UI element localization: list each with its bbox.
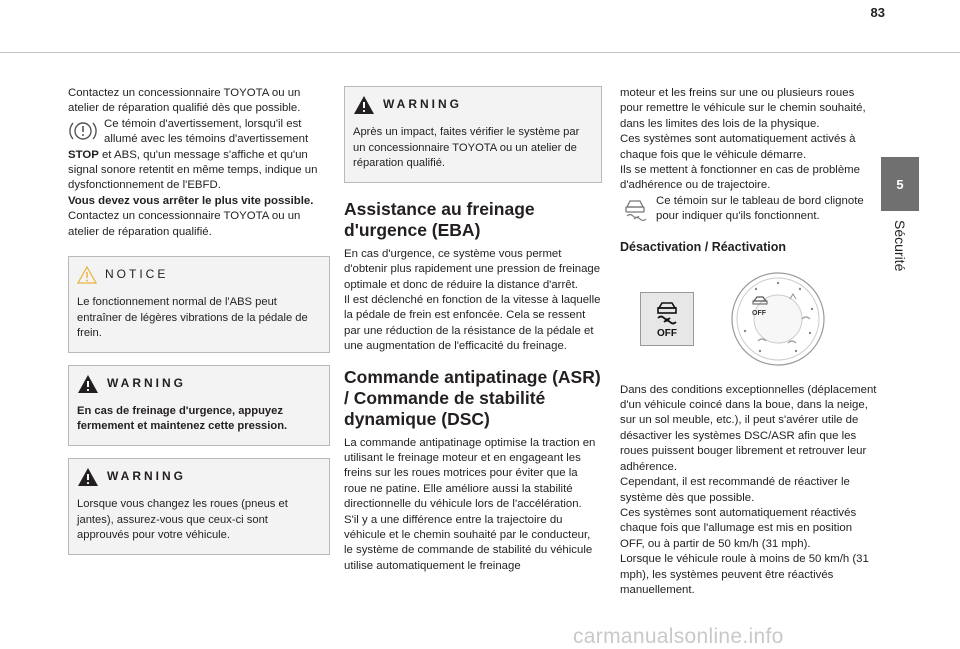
warning-triangle-icon — [77, 467, 99, 487]
section-heading-eba: Assistance au freinage d'urgence (EBA) — [344, 198, 535, 240]
header-rule — [0, 52, 960, 53]
controls-figure — [640, 271, 878, 367]
text: Ce témoin sur le tableau de bord clignote pour indiquer qu'ils fonctionnent. — [656, 194, 864, 223]
stop-label: STOP — [68, 148, 99, 161]
ebfd-warning-paragraph — [68, 117, 330, 148]
paragraph: Ces systèmes sont automatiquement réactivés chaque fois que l'allumage est mis en position OFF, ou à partir de 50 km/h (31 mph). — [620, 506, 857, 550]
warning-box — [68, 365, 330, 446]
dsc-off-icon — [647, 299, 687, 339]
page-number: 83 — [870, 5, 885, 20]
bold-instruction: Vous devez vous arrêter le plus vite possible. — [68, 194, 314, 207]
paragraph: moteur et les freins sur une ou plusieurs roues pour remettre le véhicule sur le chemin souhaité, dans les limites des lois de la physique. — [620, 87, 866, 130]
text: et ABS, qu'un message s'affiche et qu'un signal sonore retentit en même temps, indique un dysfonctionnement de l'EBFD. — [68, 148, 318, 192]
paragraph: En cas d'urgence, ce système vous permet d'obtenir plus rapidement une pression de freinage optimale et donc de réduire la distance d'arrêt. — [344, 247, 601, 291]
warning-body: Lorsque vous changez les roues (pneus et jantes), assurez-vous que ceux-ci sont approuvés pour votre véhicule. — [77, 498, 288, 542]
watermark: carmanualsonline.info — [573, 625, 784, 648]
column-2 — [344, 86, 602, 574]
notice-body: Le fonctionnement normal de l'ABS peut entraîner de légères vibrations de la pédale de frein. — [77, 296, 308, 340]
warning-body: Après un impact, faites vérifier le système par un concessionnaire TOYOTA ou un atelier de réparation qualifié. — [353, 126, 580, 170]
warning-box — [68, 458, 330, 555]
paragraph: Dans des conditions exceptionnelles (déplacement d'un véhicule coincé dans la boue, dans la neige, sur un sol meuble, etc.), il peut s'avérer utile de désactiver les systèmes DSC/ASR afin que les roues puissent bouger librement et retrouver leur adhérence. — [620, 383, 877, 473]
abs-warning-icon — [68, 117, 98, 145]
off-label: OFF — [657, 327, 677, 339]
section-heading-deactivation: Désactivation / Réactivation — [620, 239, 787, 254]
dsc-off-button[interactable] — [640, 292, 694, 346]
warning-body: En cas de freinage d'urgence, appuyez fermement et maintenez cette pression. — [77, 404, 288, 433]
paragraph: Il est déclenché en fonction de la vitesse à laquelle la pédale de frein est enfoncée. Cela se ressent par une réduction de la résistance de la pédale et une augmentation de l'efficacité du freinage. — [344, 294, 601, 353]
paragraph: La commande antipatinage optimise la traction en utilisant le freinage moteur et en engageant les freins sur les roues motrices pour éviter que la roue ne patine. Elle améliore aussi la stabilité directionnelle du véhicule lors de l'accélération. — [344, 436, 596, 511]
warning-triangle-icon — [77, 374, 99, 394]
paragraph: Contactez un concessionnaire TOYOTA ou un atelier de réparation qualifié. — [68, 210, 301, 238]
warning-title: WARNING — [383, 97, 462, 112]
indicator-paragraph — [620, 194, 878, 225]
paragraph: Lorsque le véhicule roule à moins de 50 km/h (31 mph), les systèmes peuvent être réactivés manuellement. — [620, 553, 869, 596]
column-3 — [620, 86, 878, 598]
warning-box — [344, 86, 602, 183]
drive-mode-dial[interactable] — [730, 271, 826, 367]
paragraph: Ils se mettent à fonctionner en cas de problème d'adhérence ou de trajectoire. — [620, 164, 860, 192]
warning-triangle-icon — [353, 95, 375, 115]
paragraph: Ces systèmes sont automatiquement activés à chaque fois que le véhicule démarre. — [620, 133, 856, 161]
notice-title: NOTICE — [105, 267, 169, 282]
notice-box — [68, 256, 330, 353]
warning-title: WARNING — [107, 376, 186, 391]
paragraph: Cependant, il est recommandé de réactiver le système dès que possible. — [620, 476, 850, 504]
text: Ce témoin d'avertissement, lorsqu'il est allumé avec les témoins d'avertissement — [104, 117, 309, 146]
notice-triangle-icon — [77, 266, 97, 284]
column-1 — [68, 86, 330, 555]
paragraph: S'il y a une différence entre la trajectoire du véhicule et le chemin souhaité par le conducteur, le système de commande de stabilité du véhicule utilise automatiquement le freinage — [344, 513, 593, 572]
dial-off-label: OFF — [752, 309, 766, 317]
warning-title: WARNING — [107, 469, 186, 484]
skid-car-icon — [620, 194, 650, 222]
section-heading-asr: Commande antipatinage (ASR) / Commande de stabilité dynamique (DSC) — [344, 366, 601, 429]
chapter-tab[interactable]: 5 — [881, 157, 919, 211]
paragraph: Contactez un concessionnaire TOYOTA ou un atelier de réparation qualifié dès que possible. — [68, 87, 301, 115]
chapter-title: Sécurité — [892, 220, 908, 272]
